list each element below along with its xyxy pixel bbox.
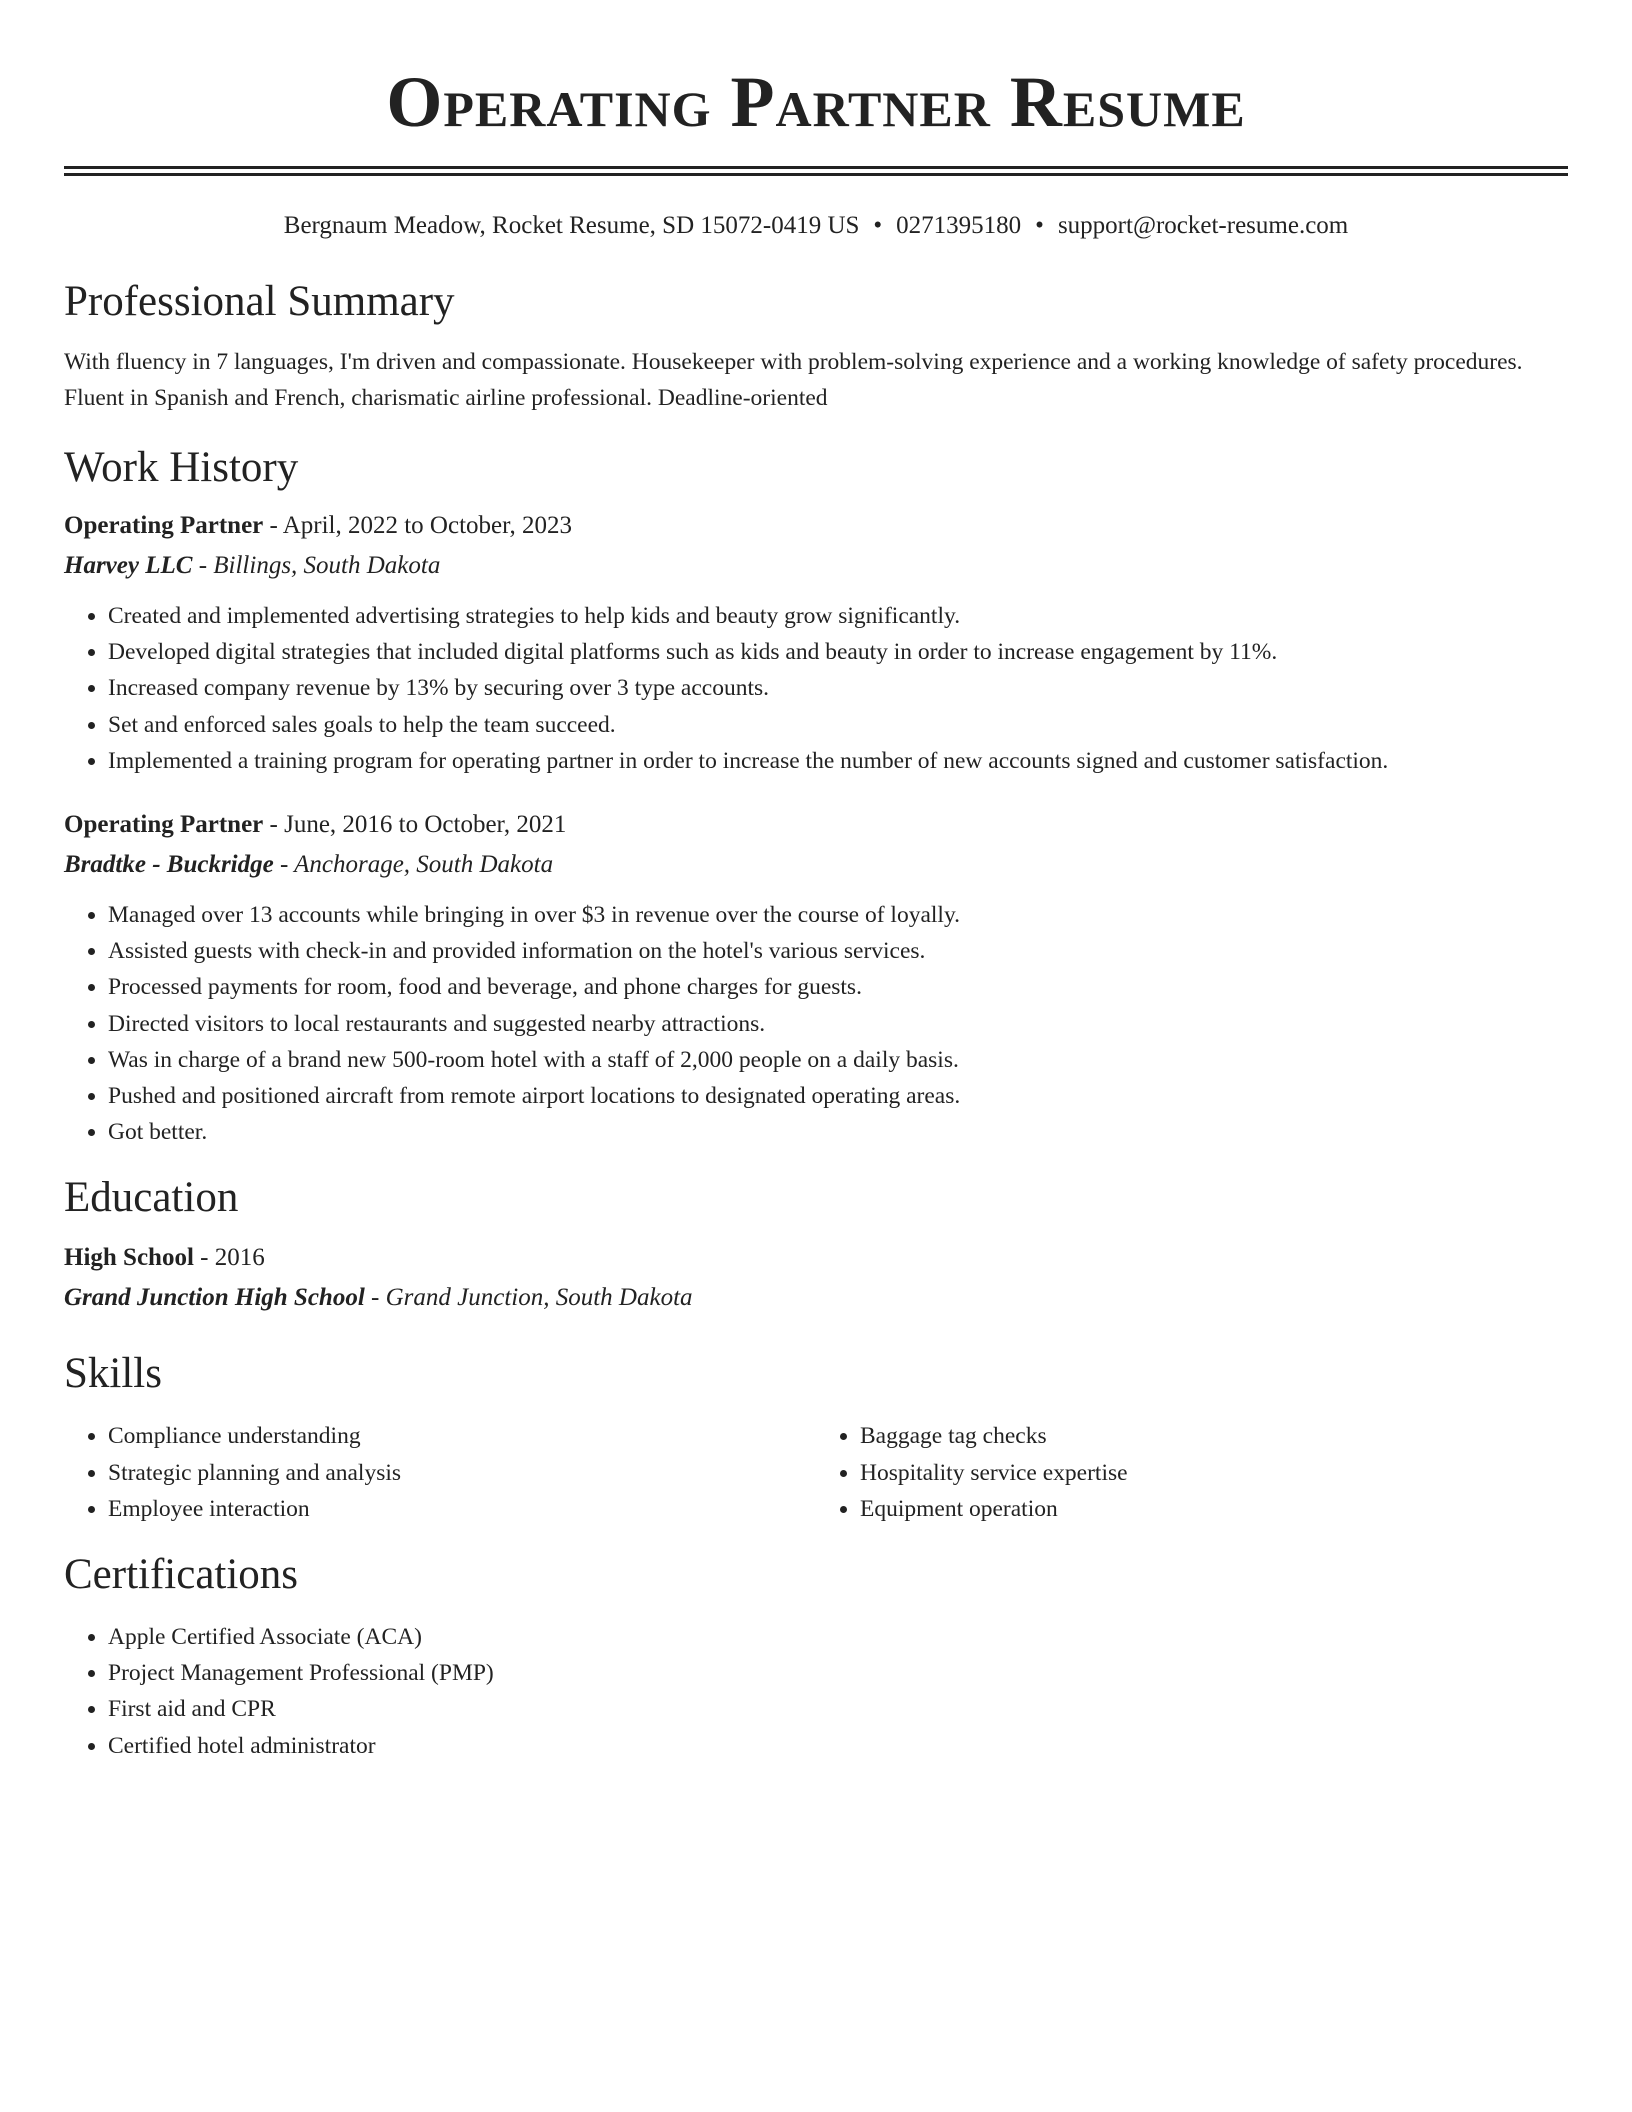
list-item: • Was in charge of a brand new 500-room hotel with a staff of 2,000 people on a daily basis. bbox=[108, 1042, 1568, 1078]
education-school-line bbox=[64, 1280, 1568, 1316]
list-item: • Certified hotel administrator bbox=[108, 1728, 1568, 1764]
list-item: • Apple Certified Associate (ACA) bbox=[108, 1619, 1568, 1655]
job-bullets bbox=[64, 598, 1568, 779]
list-item: • Managed over 13 accounts while bringing in over $3 in revenue over the course of loyally. bbox=[108, 897, 1568, 933]
contact-address: Bergnaum Meadow, Rocket Resume, SD 15072-0419 US bbox=[283, 212, 860, 239]
contact-line bbox=[64, 210, 1568, 242]
job-entry bbox=[64, 508, 1568, 779]
list-item: • Increased company revenue by 13% by securing over 3 type accounts. bbox=[108, 670, 1568, 706]
list-item: • Developed digital strategies that included digital platforms such as kids and beauty in order to increase engagement by 11%. bbox=[108, 634, 1568, 670]
certifications-heading: Certifications bbox=[64, 1551, 299, 1599]
job-company: Harvey LLC bbox=[64, 552, 193, 579]
list-item: • Pushed and positioned aircraft from remote airport locations to designated operating areas. bbox=[108, 1078, 1568, 1114]
education-entry bbox=[64, 1240, 1568, 1316]
job-location: - Billings, South Dakota bbox=[192, 552, 441, 579]
title-double-rule bbox=[64, 166, 1568, 176]
list-item: • Project Management Professional (PMP) bbox=[108, 1655, 1568, 1691]
summary-text: With fluency in 7 languages, I'm driven and compassionate. Housekeeper with problem-solving experience and a working knowledge of safety procedures. Fluent in Spanish and French, charismatic airline professional. Deadline-oriented bbox=[64, 349, 1523, 411]
education-school: Grand Junction High School bbox=[64, 1284, 365, 1312]
contact-separator: • bbox=[1035, 212, 1044, 239]
contact-separator: • bbox=[873, 212, 883, 239]
education-header bbox=[64, 1240, 1568, 1276]
job-entry bbox=[64, 807, 1568, 1150]
summary-heading: Professional Summary bbox=[64, 278, 455, 325]
skills-heading: Skills bbox=[64, 1350, 162, 1398]
list-item: • Baggage tag checks bbox=[860, 1418, 1568, 1454]
list-item: • Got better. bbox=[108, 1114, 1568, 1150]
list-item: • Processed payments for room, food and beverage, and phone charges for guests. bbox=[108, 969, 1568, 1005]
list-item: • Hospitality service expertise bbox=[860, 1455, 1568, 1491]
education-heading: Education bbox=[64, 1174, 239, 1222]
job-title: Operating Partner bbox=[64, 512, 264, 539]
list-item: • Employee interaction bbox=[108, 1491, 816, 1527]
certifications-list bbox=[64, 1619, 1568, 1764]
job-company-line bbox=[64, 548, 1568, 584]
contact-phone: 0271395180 bbox=[896, 212, 1022, 239]
skills-list-right bbox=[816, 1418, 1568, 1527]
skills-grid bbox=[64, 1400, 1568, 1527]
list-item: • First aid and CPR bbox=[108, 1691, 1568, 1727]
resume-title: Operating Partner Resume bbox=[386, 62, 1246, 142]
job-header bbox=[64, 807, 1568, 843]
education-year: - 2016 bbox=[193, 1244, 265, 1272]
contact-email: support@rocket-resume.com bbox=[1057, 212, 1349, 239]
list-item: • Implemented a training program for operating partner in order to increase the number of new accounts signed and customer satisfaction. bbox=[108, 743, 1568, 779]
skills-list-left bbox=[64, 1418, 816, 1527]
list-item: • Equipment operation bbox=[860, 1491, 1568, 1527]
job-bullets bbox=[64, 897, 1568, 1150]
job-company: Bradtke - Buckridge bbox=[64, 851, 274, 879]
list-item: • Strategic planning and analysis bbox=[108, 1455, 816, 1491]
job-header bbox=[64, 508, 1568, 544]
job-dates: - April, 2022 to October, 2023 bbox=[263, 512, 572, 539]
list-item: • Created and implemented advertising strategies to help kids and beauty grow significantly. bbox=[108, 598, 1568, 634]
education-location: - Grand Junction, South Dakota bbox=[364, 1284, 693, 1312]
job-dates: - June, 2016 to October, 2021 bbox=[263, 811, 567, 839]
education-degree: High School bbox=[64, 1244, 194, 1272]
job-title: Operating Partner bbox=[64, 811, 264, 839]
list-item: • Assisted guests with check-in and provided information on the hotel's various services. bbox=[108, 933, 1568, 969]
list-item: • Compliance understanding bbox=[108, 1418, 816, 1454]
work-history-heading: Work History bbox=[64, 444, 299, 491]
list-item: • Set and enforced sales goals to help the team succeed. bbox=[108, 707, 1568, 743]
list-item: • Directed visitors to local restaurants and suggested nearby attractions. bbox=[108, 1006, 1568, 1042]
job-company-line bbox=[64, 847, 1568, 883]
job-location: - Anchorage, South Dakota bbox=[273, 851, 554, 879]
